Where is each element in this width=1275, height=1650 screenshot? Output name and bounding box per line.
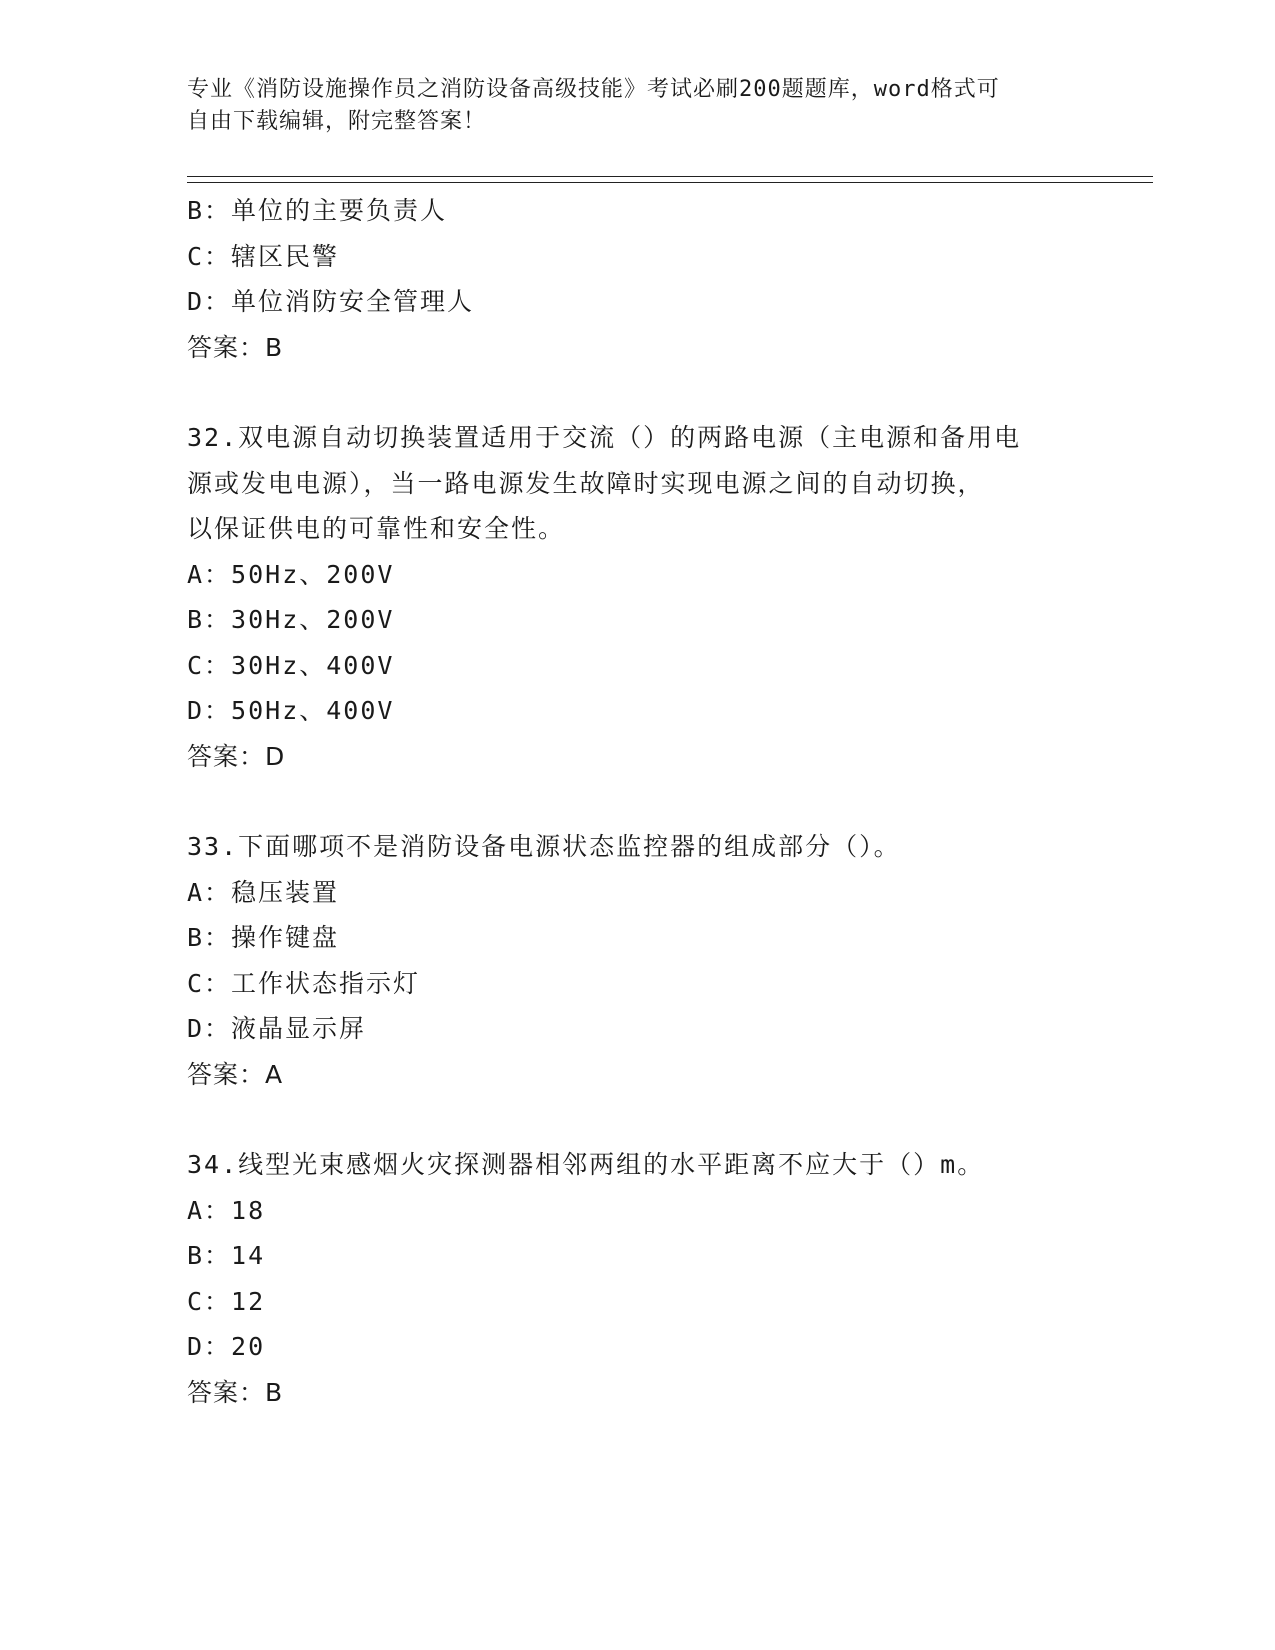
option-a: A：50Hz、200V: [187, 559, 395, 589]
option-b: B：14: [187, 1241, 266, 1270]
option-d: D：液晶显示屏: [187, 1014, 367, 1043]
question-stem-line-2: 源或发电电源），当一路电源发生故障时实现电源之间的自动切换，: [187, 468, 985, 498]
question-block-34: [187, 1142, 1087, 1415]
spacer: [187, 370, 1087, 415]
option-a: A：18: [187, 1195, 266, 1225]
answer-label: 答案：B: [187, 1377, 284, 1407]
option-c: C：30Hz、400V: [187, 650, 395, 680]
answer-label: 答案：D: [187, 741, 286, 771]
question-block-33: [187, 824, 1087, 1097]
question-stem: 33.下面哪项不是消防设备电源状态监控器的组成部分（）。: [187, 832, 901, 861]
option-d: D：20: [187, 1332, 266, 1361]
header-divider-top: [187, 176, 1153, 177]
spacer: [187, 779, 1087, 824]
question-stem-line-3: 以保证供电的可靠性和安全性。: [187, 514, 566, 543]
question-stem-line-1: 32.双电源自动切换装置适用于交流（）的两路电源（主电源和备用电: [187, 423, 1022, 452]
question-list: [187, 188, 1087, 1415]
header-line-2: 自由下载编辑，附完整答案！: [187, 109, 487, 134]
option-a: A：稳压装置: [187, 877, 340, 907]
header-line-1: 专业《消防设施操作员之消防设备高级技能》考试必刷200题题库，word格式可: [187, 77, 1000, 102]
option-c: C：工作状态指示灯: [187, 968, 421, 998]
question-block-31: [187, 188, 1087, 370]
answer-label: 答案：A: [187, 1059, 284, 1089]
option-d: D：单位消防安全管理人: [187, 287, 475, 316]
question-block-32: [187, 415, 1087, 779]
option-c: C：12: [187, 1286, 266, 1316]
document-header: [187, 74, 1067, 138]
option-c: C：辖区民警: [187, 241, 340, 271]
spacer: [187, 1097, 1087, 1142]
option-b: B：操作键盘: [187, 923, 340, 952]
option-b: B：单位的主要负责人: [187, 196, 448, 225]
header-divider-bottom: [187, 182, 1153, 183]
option-b: B：30Hz、200V: [187, 605, 395, 634]
answer-label: 答案：B: [187, 332, 284, 362]
question-stem: 34.线型光束感烟火灾探测器相邻两组的水平距离不应大于（）m。: [187, 1150, 985, 1179]
option-d: D：50Hz、400V: [187, 696, 395, 725]
